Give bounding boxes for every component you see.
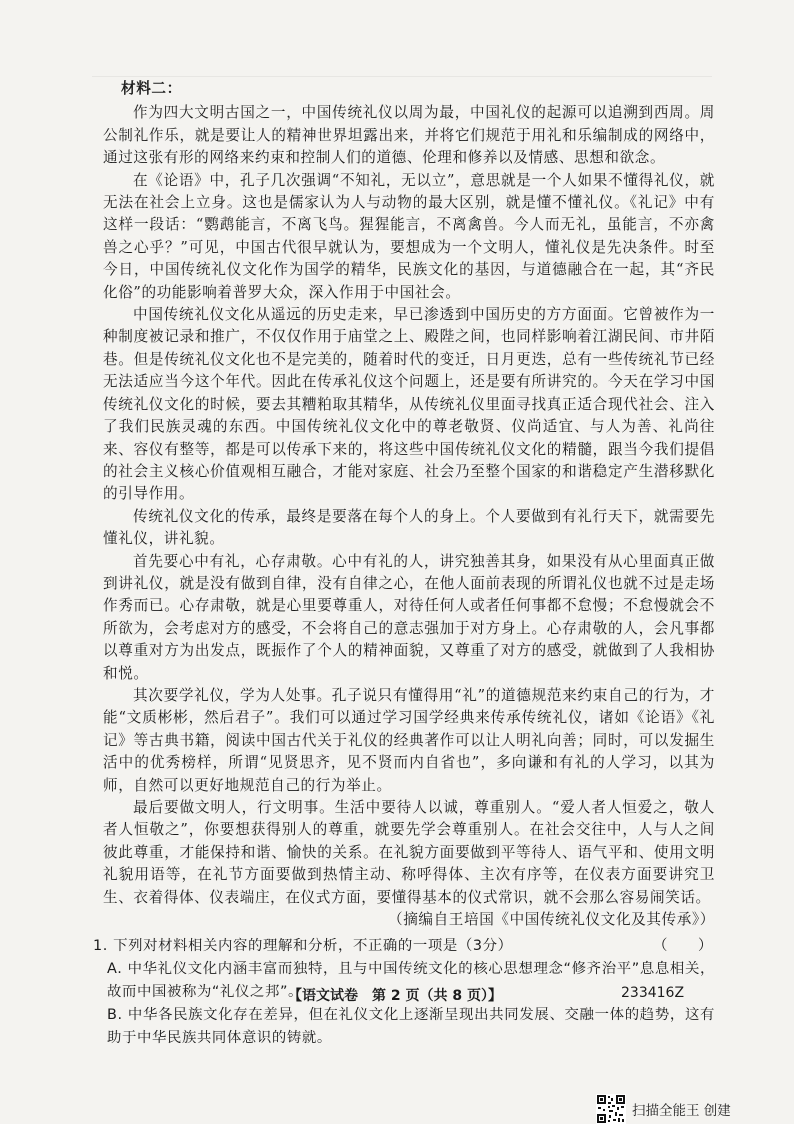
paragraph-5: 首先要心中有礼，心存肃敬。心中有礼的人，讲究独善其身，如果没有从心里面真正做到讲礼仪，就是没有做到自律，没有自律之心，在他人面前表现的所谓礼仪也就不过是走场作秀而已。心存肃敬，就是心里要尊重人，对待任何人或者任何事都不怠慢；不怠慢就会不所欲为，会考虑对方的感受，不会将自己的意志强加于对方身上。心存肃敬的人，会凡事都以尊重对方为出发点，既振作了个人的精神面貌，又尊重了对方的感受，就做到了人我相协和悦。 [103, 552, 715, 682]
paragraph-7: 最后要做文明人，行文明事。生活中要待人以诚，尊重别人。“爱人者人恒爱之，敬人者人恒敬之”，你要想获得别人的尊重，就要先学会尊重别人。在社会交往中，人与人之间彼此尊重，才能保持和谐、愉快的关系。在礼貌方面要做到平等待人、语气平和、使用文明礼貌用语等，在礼节方面要做到热情主动、称呼得体、主次有序等，在仪表方面要讲究卫生、衣着得体、仪表端庄，在仪式方面，要懂得基本的仪式常识，就不会那么容易闹笑话。 [103, 799, 715, 906]
scanner-watermark-text: 扫描全能王 创建 [632, 1103, 731, 1119]
option-b-label: B. [107, 1007, 123, 1024]
faint-bleed-line [92, 76, 712, 77]
material-heading: 材料二： [121, 80, 182, 97]
source-citation: （摘编自王培国《中国传统礼仪文化及其传承》） [388, 911, 715, 929]
option-b [107, 1004, 715, 1050]
question-stem-text: 1. 下列对材料相关内容的理解和分析，不正确的一项是（3分） [93, 938, 513, 955]
paragraph-6: 其次要学礼仪，学为人处事。孔子说只有懂得用“礼”的道德规范来约束自己的行为，才能“文质彬彬，然后君子”。我们可以通过学习国学经典来传承传统礼仪，诸如《论语》《礼记》等古典书籍，阅读中国古代关于礼仪的经典著作可以让人明礼向善；同时，可以发掘生活中的优秀榜样，所谓“见贤思齐，见不贤而内自省也”，多向谦和有礼的人学习，以其为师，自然可以更好地规范自己的行为举止。 [103, 686, 715, 794]
question-stem [93, 935, 715, 958]
paragraph-2: 在《论语》中，孔子几次强调“不知礼，无以立”，意思就是一个人如果不懂得礼仪，就无法在社会上立身。这也是儒家认为人与动物的最大区别，就是懂不懂礼仪。《礼记》中有这样一段话：“鹦鹉能言，不离飞鸟。猩猩能言，不离禽兽。今人而无礼，虽能言，不亦禽兽之心乎？”可见，中国古代很早就认为，要想成为一个文明人，懂礼仪是先决条件。时至今日，中国传统礼仪文化作为国学的精华，民族文化的基因，与道德融合在一起，其“齐民化俗”的功能影响着普罗大众，深入作用于中国社会。 [103, 171, 715, 301]
option-b-text: 中华各民族文化存在差异，但在礼仪文化上逐渐呈现出共同发展、交融一体的趋势，这有助于中华民族共同体意识的铸就。 [107, 1007, 715, 1047]
paragraph-3: 中国传统礼仪文化从遥远的历史走来，早已渗透到中国历史的方方面面。它曾被作为一种制度被记录和推广，不仅仅作用于庙堂之上、殿陛之间，也同样影响着江湖民间、市井陌巷。但是传统礼仪文化也不是完美的，随着时代的变迁，日月更迭，总有一些传统礼节已经无法适应当今这个年代。因此在传承礼仪这个问题上，还是要有所讲究的。今天在学习中国传统礼仪文化的时候，要去其糟粕取其精华，从传统礼仪里面寻找真正适合现代社会、注入了我们民族灵魂的东西。中国传统礼仪文化中的尊老敬贤、仪尚适宜、与人为善、礼尚往来、容仪有整等，都是可以传承下来的，将这些中国传统礼仪文化的精髓，跟当今我们提倡的社会主义核心价值观相互融合，才能对家庭、社会乃至整个国家的和谐稳定产生潜移默化的引导作用。 [103, 306, 715, 503]
paragraph-1: 作为四大文明古国之一，中国传统礼仪以周为最，中国礼仪的起源可以追溯到西周。周公制礼作乐，就是要让人的精神世界坦露出来，并将它们规范于用礼和乐编制成的网络中，通过这张有形的网络来约束和控制人们的道德、伦理和修养以及情感、思想和欲念。 [103, 104, 715, 167]
footer-code: 233416Z [621, 985, 685, 1001]
footer-page-label: 【语文试卷 第 2 页（共 8 页）】 [288, 988, 502, 1004]
scanner-watermark [596, 1094, 731, 1124]
answer-parenthesis: （ ） [653, 938, 713, 955]
qr-code-icon [596, 1094, 626, 1124]
option-a-text: 中华礼仪文化内涵丰富而独特，且与中国传统文化的核心思想理念“修齐治平”息息相关，故而中国被称为“礼仪之邦”。 [107, 961, 715, 1001]
option-a-label: A. [107, 961, 123, 978]
content-area [93, 78, 715, 1050]
paragraph-4: 传统礼仪文化的传承，最终是要落在每个人的身上。个人要做到有礼行天下，就需要先懂礼仪，讲礼貌。 [103, 507, 715, 548]
